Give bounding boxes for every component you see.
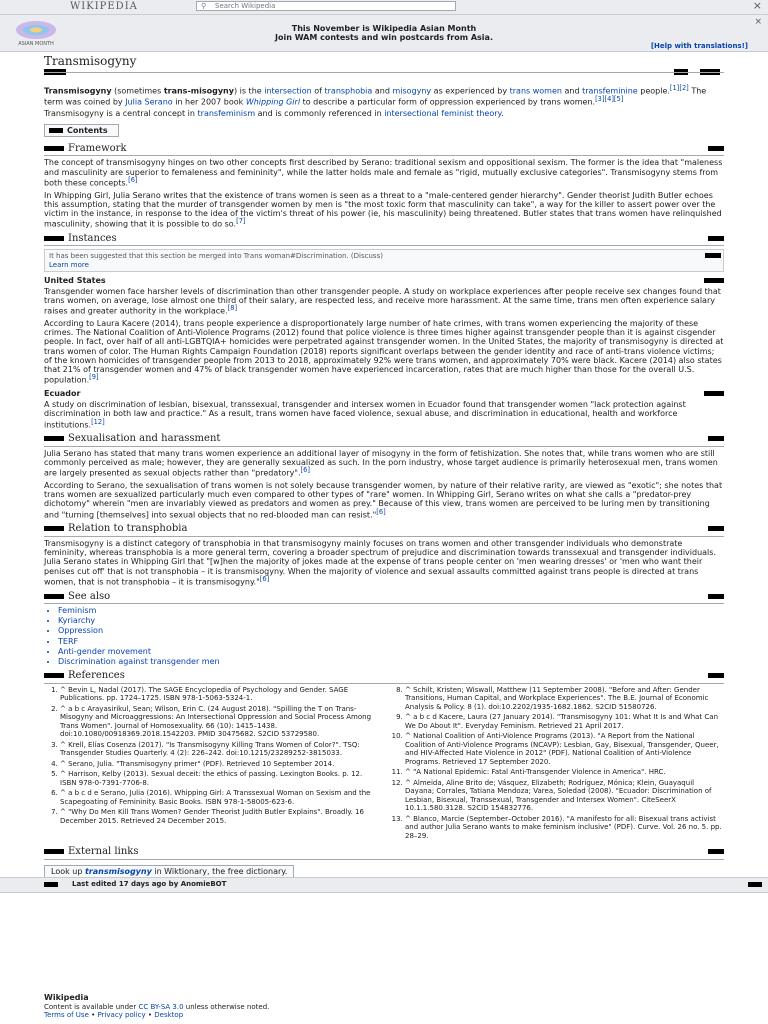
expand-icon xyxy=(44,436,64,441)
expand-icon xyxy=(44,849,64,854)
terms-of-use-link[interactable]: Terms of Use xyxy=(44,1011,89,1019)
edit-section-icon[interactable] xyxy=(704,391,724,396)
search-placeholder: Search Wikipedia xyxy=(215,2,276,10)
citation[interactable]: [12] xyxy=(91,417,105,426)
citation[interactable]: [6] xyxy=(300,466,310,475)
link-intersection[interactable]: intersection xyxy=(264,86,312,96)
edit-section-icon[interactable] xyxy=(708,436,724,441)
see-also-item[interactable]: • Anti-gender movement xyxy=(58,647,724,656)
see-also-item[interactable]: • TERF xyxy=(58,637,724,646)
ecuador-paragraph-1: A study on discrimination of lesbian, bisexual, transsexual, transgender and intersex women in Ecuador found that transgender women "lack protection against discrimination in both law and practice." As a result, trans women have faced violence, sexual abuse, and discrimination in educational, health and workforce institutions.[12] xyxy=(44,400,686,430)
us-paragraph-1: Transgender women face harsher levels of discrimination than other transgender people. A study on workplace experiences after people receive sex changes found that trans women, on average, lose almost one third of their salary, are respected less, and receive more harassment. At the same time, trans men often experience salary raises and greater authority in the workplace.[8] xyxy=(44,286,721,316)
link-intersectional-feminist-theory[interactable]: intersectional feminist theory xyxy=(384,109,502,119)
link-julia-serano[interactable]: Julia Serano xyxy=(125,97,173,107)
wiktionary-link[interactable]: transmisogyny xyxy=(84,866,152,876)
link-transphobia[interactable]: transphobia xyxy=(324,86,373,96)
reference-item[interactable]: 3. ^ Krell, Elías Cosenza (2017). "Is Transmisogyny Killing Trans Women of Color?". TSQ: Transgender Studies Quarterly. 4 (2): 226–242. doi:10.1215/23289252-3815033. xyxy=(60,741,379,758)
expand-icon xyxy=(44,146,64,151)
chevron-right-icon xyxy=(748,882,762,887)
contents-label: Contents xyxy=(67,125,108,135)
privacy-policy-link[interactable]: Privacy policy xyxy=(97,1011,146,1019)
reference-item[interactable]: 13. ^ Blanco, Marcie (September–October 2016). "A manifesto for all: Bisexual trans activist and author Julia Serano wants to make feminism inclusive" (PDF). Curve. Vol. 26 no. 5. pp. 28–29. xyxy=(405,815,724,841)
footer-links: Terms of Use • Privacy policy • Desktop xyxy=(44,1011,184,1019)
wikipedia-logo[interactable]: WIKIPEDIA xyxy=(70,1,138,12)
link-whipping-girl[interactable]: Whipping Girl xyxy=(245,97,301,107)
us-paragraph-2: According to Laura Kacere (2014), trans people experience a disproportionately large number of hate crimes, with trans women experiencing the majority of these crimes. The National Coalition of Anti-Violence Programs (2012) found that police violence is three times higher against transgender people than it is against cisgender people. In fact, over half of all anti-LGBTQIA+ homicides were perpetrated against transgender women. In the United States, the majority of transmisogyny is directed at trans women of color. The Human Rights Campaign Foundation (2018) reports significant overlaps between the gender identity and race of anti-trans violence victims; of the known homicides of transgender people from 2013 to 2018, approximately 92% were trans women, and approximately 70% were black. Kacere (2014) also states that 21% of transgender women and 47% of black transgender women have experienced incarceration, rates that are much higher than those for the overall U.S. population.[9] xyxy=(44,318,724,385)
help-translations-link[interactable]: [Help with translations!] xyxy=(650,42,748,50)
reference-item[interactable]: 8. ^ Schilt, Kristen; Wiswall, Matthew (11 September 2008). "Before and After: Gender Transitions, Human Capital, and Workplace Experiences". The B.E. Journal of Economic Analysis & Policy. 8 (1). doi:10.2202/1935-1682.1862. S2CID 51580726. xyxy=(405,686,724,712)
reference-item[interactable]: 6. ^ a b c d e Serano, Julia (2016). Whipping Girl: A Transsexual Woman on Sexism and the Scapegoating of Femininity. Basic Books. ISBN 978-1-58005-623-6. xyxy=(60,789,379,806)
edit-section-icon[interactable] xyxy=(708,594,724,599)
sexualisation-paragraph-2: According to Serano, the sexualisation of trans women is not solely because transgender women, by nature of their relative rarity, are viewed as "exotic"; she notes that trans women are sexualized particularly much even compared to other types of "rare" women. In Whipping Girl, Serano writes on what she calls a "predator-prey dichotomy" wherein "men are invariably viewed as predators and women as prey." Because of this view, trans women are perceived to be luring men by transitioning and "turning [themselves] into sexual objects that no red-blooded man can resist."[6] xyxy=(44,481,723,520)
reference-item[interactable]: 9. ^ a b c d Kacere, Laura (27 January 2014). "Transmisogyny 101: What It Is and What Can We Do About It". Everyday Feminism. Retrieved 21 April 2017. xyxy=(405,713,724,730)
reference-item[interactable]: 1. ^ Bevin L, Nadal (2017). The SAGE Encyclopedia of Psychology and Gender. SAGE Publications. pp. 1724–1725. ISBN 978-1-5063-5324-1. xyxy=(60,686,379,703)
relation-paragraph-1: Transmisogyny is a distinct category of transphobia in that transmisogyny mainly focuses on trans women and other transgender individuals who demonstrate femininity, whereas transphobia is a more general term, covering a broader spectrum of prejudice and discrimination towards transsexual and transgender individuals. Julia Serano states in Whipping Girl that "[w]hen the majority of jokes made at the expense of trans people center on 'men wearing dresses' or 'men who want their penises cut off' that is not transphobia – it is transmisogyny. When the majority of violence and sexual assaults committed against trans people is directed at trans women, that is not transphobia – it is transmisogyny."[6] xyxy=(44,538,716,587)
contents-toggle[interactable] xyxy=(44,124,119,137)
link-trans-women[interactable]: trans women xyxy=(509,86,562,96)
expand-icon xyxy=(44,673,64,678)
last-edited-text[interactable]: Last edited 17 days ago by AnomieBOT xyxy=(72,880,227,888)
banner-text xyxy=(0,24,768,42)
edit-section-icon[interactable] xyxy=(708,236,724,241)
link-transfeminism[interactable]: transfeminism xyxy=(197,109,256,119)
contents-icon xyxy=(49,128,63,133)
expand-icon xyxy=(44,236,64,241)
learn-more-link[interactable]: Learn more xyxy=(49,260,89,269)
intro-paragraph-1: Transmisogyny (sometimes trans-misogyny) is the intersection of transphobia and misogyny as experienced by trans women and transfeminine people.[1][2] The term was coined by Julia Serano in her 2007 book Whipping Girl to describe a particular form of oppression experienced by trans women.[3][4][5] xyxy=(44,83,707,107)
citation[interactable]: [9] xyxy=(89,373,99,382)
see-also-item[interactable]: • Feminism xyxy=(58,606,724,615)
edit-section-icon[interactable] xyxy=(704,278,724,283)
citation[interactable]: [3][4][5] xyxy=(595,94,624,103)
page-title: Transmisogyny xyxy=(44,53,724,73)
see-also-item[interactable]: • Oppression xyxy=(58,626,724,635)
section-sexualisation-heading[interactable]: Sexualisation and harassment xyxy=(44,433,724,447)
merge-notice-text: It has been suggested that this section be merged into Trans woman#Discrimination. (Discuss) xyxy=(49,252,383,261)
citation[interactable]: [1][2] xyxy=(669,83,689,92)
citation[interactable]: [6] xyxy=(376,507,386,516)
merge-notice xyxy=(44,249,724,271)
citation[interactable]: [6] xyxy=(128,175,138,184)
section-framework-heading[interactable]: Framework xyxy=(44,143,724,157)
section-references-heading[interactable]: References xyxy=(44,670,724,684)
wam-banner xyxy=(0,15,768,52)
desktop-link[interactable]: Desktop xyxy=(154,1011,184,1019)
article-content xyxy=(44,53,724,881)
reference-item[interactable]: 2. ^ a b c Arayasirikul, Sean; Wilson, Erin C. (24 August 2018). "Spilling the T on Trans-Misogyny and Microaggressions: An Intersectional Oppression and Social Process Among Trans Women". Journal of Homosexuality. 66 (10): 1415–1438. doi:10.1080/00918369.2018.1542203. PMID 30475682. S2CID 53729580. xyxy=(60,705,379,739)
banner-line-2: Join WAM contests and win postcards from Asia. xyxy=(275,33,493,42)
title-spacer xyxy=(44,73,724,83)
last-edited-bar[interactable] xyxy=(0,877,768,893)
expand-icon xyxy=(44,594,64,599)
intro-paragraph-2: Transmisogyny is a central concept in transfeminism and is commonly referenced in intersectional feminist theory. xyxy=(44,109,504,119)
section-us-heading: United States xyxy=(44,276,724,285)
license-text: Content is available under CC BY-SA 3.0 unless otherwise noted. xyxy=(44,1002,270,1011)
citation[interactable]: [6] xyxy=(259,574,270,583)
references-column-2 xyxy=(389,686,724,843)
search-icon: ⚲ xyxy=(201,2,207,10)
framework-paragraph-2: In Whipping Girl, Julia Serano writes that the existence of trans women is seen as a threat to a "male-centered gender hierarchy". Gender theorist Judith Butler echoes this assumption, stating that the murder of transgender women by men is "the most toxic form that masculinity can take", a way for the killer to assert power over the victim in the instance, in response to the idea of the victim's threat of his power (ie, his masculinity) being threatened. Butler states that trans women have relinquished masculinity, showing that it is possible to do so.[7] xyxy=(44,190,722,229)
edit-section-icon[interactable] xyxy=(708,673,724,678)
banner-line-1: This November is Wikipedia Asian Month xyxy=(291,24,477,33)
close-icon[interactable]: × xyxy=(752,0,762,12)
top-bar xyxy=(0,0,768,15)
see-also-list xyxy=(44,606,724,666)
framework-paragraph-1: The concept of transmisogyny hinges on two other concepts first described by Serano: traditional sexism and oppositional sexism. The former is the idea that "maleness and masculinity are superior to femaleness and femininity", while the latter holds male and female as "rigid, mutually exclusive categories". Transmisogyny stems from both these concepts.[6] xyxy=(44,158,723,188)
wam-logo-caption: ASIAN MONTH xyxy=(18,41,54,47)
reference-item[interactable]: 7. ^ "Why Do Men Kill Trans Women? Gender Theorist Judith Butler Explains". Broadly. 16 December 2015. Retrieved 24 December 2015. xyxy=(60,808,379,825)
edit-section-icon[interactable] xyxy=(708,146,724,151)
reference-item[interactable]: 12. ^ Almeida, Aline Brito de; Vásquez, Elizabeth; Rodríguez, Mónica; Klein, Guayaquil Dayana; Corrales, Tatiana Mendoza; Varea, Soledad (2008). "Ecuador: Discrimination of Lesbian, Bisexual, Transsexual, Transgender and Intersex Women". CiteSeerX 10.1.1.580.3128. S2CID 154832776. xyxy=(405,779,724,813)
search-input[interactable] xyxy=(196,1,456,11)
section-instances-heading[interactable]: Instances xyxy=(44,233,724,247)
history-icon xyxy=(44,882,58,887)
reference-item[interactable]: 10. ^ National Coalition of Anti-Violence Programs (2013). "A Report from the National Coalition of Anti-Violence Programs (NCAVP): Lesbian, Gay, Bisexual, Transgender, Queer, and HIV-Affected Hate Violence in 2012" (PDF). National Coalition of Anti-Violence Programs. Retrieved 17 September 2020. xyxy=(405,732,724,766)
references-column-1 xyxy=(44,686,379,843)
banner-close-icon[interactable]: × xyxy=(754,17,762,27)
edit-section-icon[interactable] xyxy=(708,526,724,531)
expand-icon xyxy=(44,526,64,531)
reference-item[interactable]: 4. ^ Serano, Julia. "Transmisogyny primer" (PDF). Retrieved 10 September 2014. xyxy=(60,760,379,769)
page-footer xyxy=(44,994,724,1020)
notice-icon xyxy=(705,253,721,258)
sexualisation-paragraph-1: Julia Serano has stated that many trans women experience an additional layer of misogyny in the form of fetishization. She notes that, while trans women who are still commonly perceived as male; however, they are generally sexualized as such. In the porn industry, whose target audience is primarily heterosexual men, trans women are largely presented as sexual objects rather than "predatory".[6] xyxy=(44,448,718,478)
citation[interactable]: [8] xyxy=(227,304,238,313)
see-also-item[interactable]: • Discrimination against transgender men xyxy=(58,657,724,666)
footer-wikipedia: Wikipedia xyxy=(44,993,89,1002)
section-see-also-heading[interactable]: See also xyxy=(44,591,724,605)
section-relation-heading[interactable]: Relation to transphobia xyxy=(44,523,724,537)
wiktionary-box: Look up transmisogyny in Wiktionary, the free dictionary. xyxy=(44,865,294,878)
link-misogyny[interactable]: misogyny xyxy=(392,86,432,96)
license-link[interactable]: CC BY-SA 3.0 xyxy=(138,1002,184,1011)
edit-section-icon[interactable] xyxy=(708,849,724,854)
citation[interactable]: [7] xyxy=(236,217,246,226)
reference-item[interactable]: 5. ^ Harrison, Kelby (2013). Sexual deceit: the ethics of passing. Lexington Books. p. 12. ISBN 978-0-7391-7706-8. xyxy=(60,770,379,787)
see-also-item[interactable]: • Kyriarchy xyxy=(58,616,724,625)
section-ecuador-heading: Ecuador xyxy=(44,389,724,398)
link-transfeminine[interactable]: transfeminine xyxy=(582,86,638,96)
references-list xyxy=(44,686,724,843)
section-external-links-heading[interactable]: External links xyxy=(44,846,724,860)
reference-item[interactable]: 11. ^ "A National Epidemic: Fatal Anti-Transgender Violence in America". HRC. xyxy=(405,768,724,777)
